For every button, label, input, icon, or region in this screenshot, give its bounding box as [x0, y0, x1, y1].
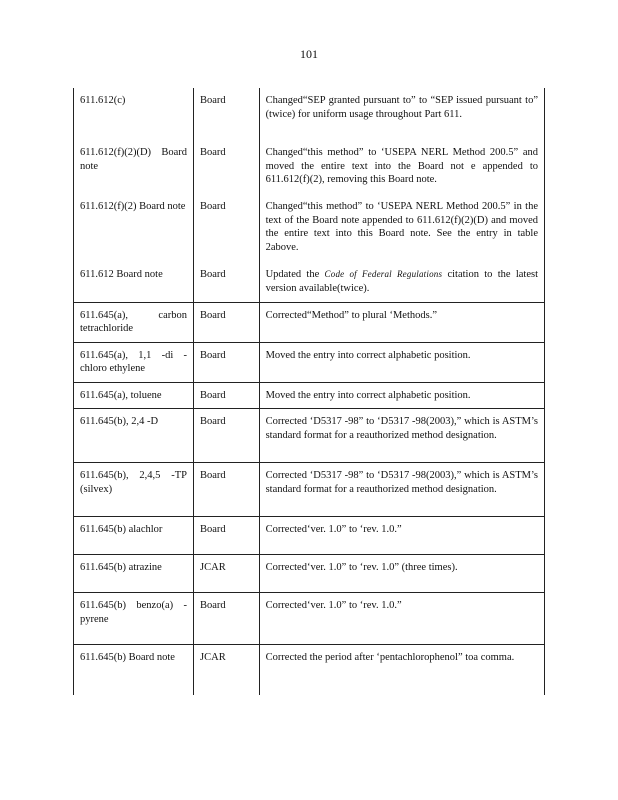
description-cell — [259, 463, 544, 517]
source-cell: Board — [194, 302, 260, 342]
source-cell: Board — [194, 140, 260, 194]
section-cell: 611.645(b) atrazine — [74, 555, 194, 593]
description-text: Corrected‘ver. 1.0” to ‘rev. 1.0” (three times). — [265, 562, 458, 573]
section-cell: 611.612(f)(2)(D) Board note — [74, 140, 194, 194]
description-text: Changed“this method” to ‘USEPA NERL Method 200.5” in the text of the Board note appended to 611.612(f)(2)(D) and moved the entire text into this Board note. See the entry in table 2above. — [265, 201, 538, 253]
description-text: Corrected ‘D5317 -98” to ‘D5317 -98(2003),” which is ASTM’s standard format for a reauthorized method designation. — [265, 416, 538, 441]
description-text: citation to the latest version available(twice). — [265, 269, 538, 294]
description-cell — [259, 342, 544, 382]
table-row — [74, 382, 545, 409]
section-cell: 611.645(b) Board note — [74, 645, 194, 695]
source-cell: Board — [194, 517, 260, 555]
table-row — [74, 140, 545, 194]
table-row — [74, 262, 545, 302]
description-cell — [259, 555, 544, 593]
table-row — [74, 409, 545, 463]
section-cell: 611.612 Board note — [74, 262, 194, 302]
table-row — [74, 517, 545, 555]
section-cell: 611.645(b), 2,4,5 -TP (silvex) — [74, 463, 194, 517]
description-text: Corrected‘ver. 1.0” to ‘rev. 1.0.” — [265, 600, 402, 611]
description-text: Updated the — [265, 269, 325, 280]
section-cell: 611.645(b) benzo(a) - pyrene — [74, 593, 194, 645]
description-cell — [259, 88, 544, 140]
description-cell — [259, 382, 544, 409]
table-row — [74, 593, 545, 645]
table-row — [74, 342, 545, 382]
section-cell: 611.645(a), 1,1 -di - chloro ethylene — [74, 342, 194, 382]
source-cell: Board — [194, 382, 260, 409]
source-cell: Board — [194, 342, 260, 382]
table-row — [74, 194, 545, 262]
source-cell: Board — [194, 262, 260, 302]
section-cell: 611.645(b), 2,4 -D — [74, 409, 194, 463]
table-row — [74, 302, 545, 342]
description-text: Corrected‘ver. 1.0” to ‘rev. 1.0.” — [265, 524, 402, 535]
source-cell: Board — [194, 463, 260, 517]
section-cell: 611.612(c) — [74, 88, 194, 140]
citation-title: Code of Federal Regulations — [324, 269, 443, 279]
table-row — [74, 645, 545, 695]
description-text: Corrected the period after ‘pentachlorophenol” toa comma. — [265, 652, 515, 663]
description-cell — [259, 302, 544, 342]
description-cell — [259, 645, 544, 695]
page-number: 101 — [300, 47, 318, 61]
source-cell: JCAR — [194, 555, 260, 593]
source-cell: JCAR — [194, 645, 260, 695]
source-cell: Board — [194, 593, 260, 645]
revisions-table-body — [74, 88, 545, 695]
description-cell — [259, 517, 544, 555]
description-cell — [259, 140, 544, 194]
description-cell — [259, 262, 544, 302]
description-text: Moved the entry into correct alphabetic position. — [265, 349, 471, 361]
description-text: Corrected“Method” to plural ‘Methods.” — [265, 309, 438, 321]
source-cell: Board — [194, 409, 260, 463]
description-text: Changed“this method” to ‘USEPA NERL Method 200.5” and moved the entire text into the Board not e appended to 611.612(f)(2), removing this Board note. — [265, 147, 538, 185]
description-text: Changed“SEP granted pursuant to” to “SEP issued pursuant to” (twice) for uniform usage throughout Part 611. — [265, 95, 538, 120]
description-text: Corrected ‘D5317 -98” to ‘D5317 -98(2003),” which is ASTM’s standard format for a reauthorized method designation. — [265, 470, 538, 495]
section-cell: 611.645(b) alachlor — [74, 517, 194, 555]
table-row — [74, 88, 545, 140]
description-cell — [259, 409, 544, 463]
source-cell: Board — [194, 88, 260, 140]
table-row — [74, 463, 545, 517]
revisions-table — [73, 88, 545, 695]
table-row — [74, 555, 545, 593]
section-cell: 611.645(a), carbon tetrachloride — [74, 302, 194, 342]
section-cell: 611.645(a), toluene — [74, 382, 194, 409]
section-cell: 611.612(f)(2) Board note — [74, 194, 194, 262]
description-cell — [259, 593, 544, 645]
source-cell: Board — [194, 194, 260, 262]
description-cell — [259, 194, 544, 262]
description-text: Moved the entry into correct alphabetic position. — [265, 389, 471, 401]
